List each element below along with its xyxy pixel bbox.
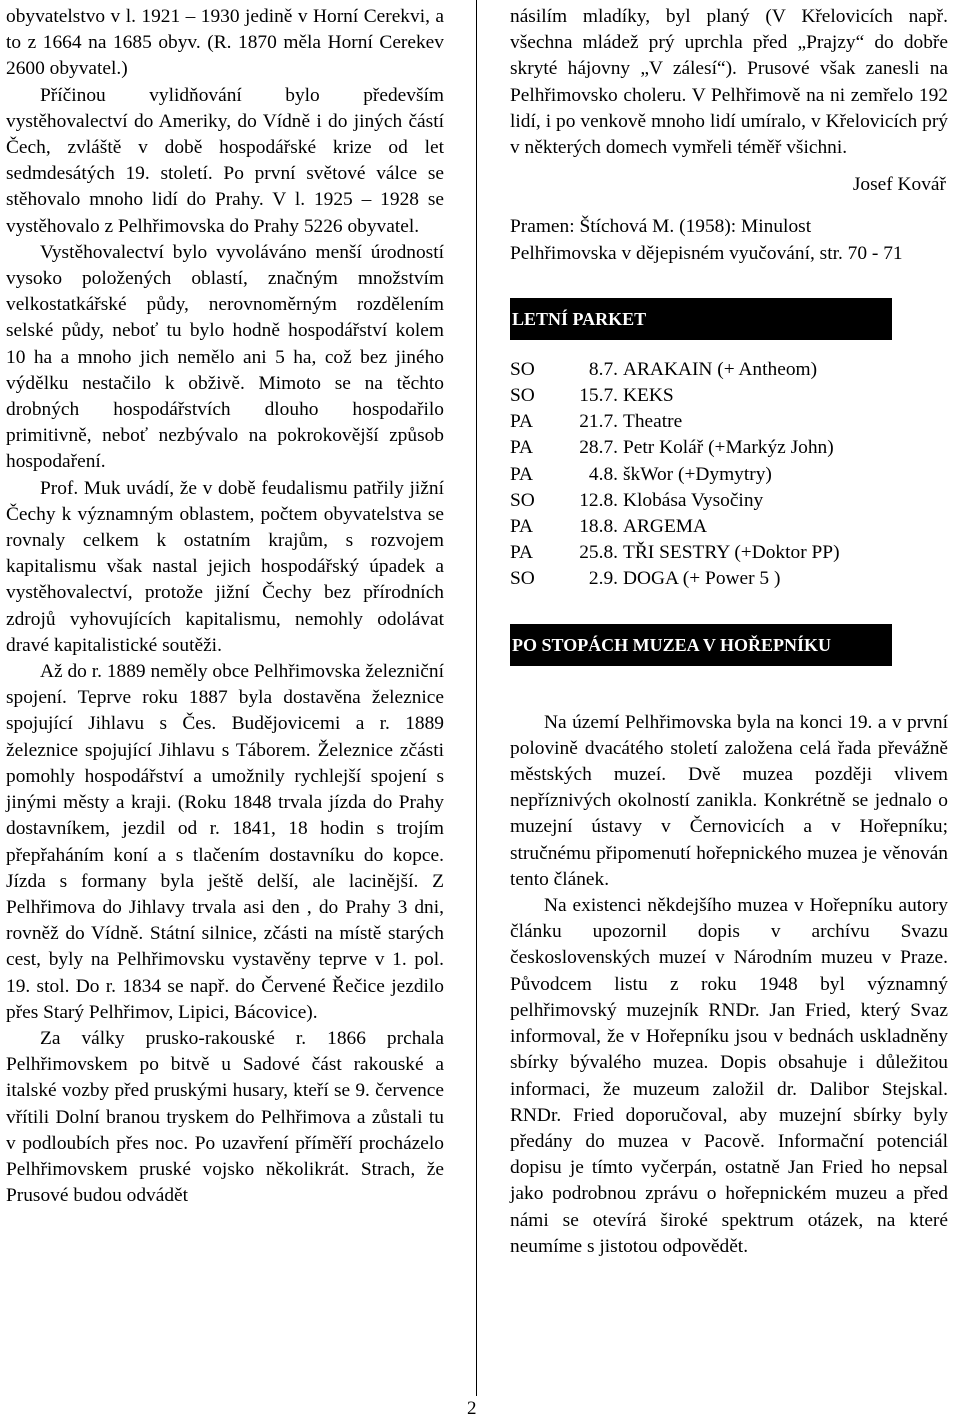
event-code: PA: [510, 437, 534, 459]
event-title: ARGEMA: [623, 516, 708, 538]
event-date: 28.7.: [579, 437, 618, 459]
left-paragraph-6: Za války prusko-rakouské r. 1866 prchala Pelhřimovskem po bitvě u Sadové část rakouské a italské vozby před pruskými husary, kteří se 9. července vřítili Dolní branou tryskem do Pelhřimova a zůstali tu v podloubích přes noc. Po uzavření příměří procházelo Pelhřimovskem pruské vojsko několikrát. Strach, že Prusové budou odvádět: [6, 1027, 444, 1207]
event-title: KEKS: [623, 385, 674, 407]
left-paragraph-1: obyvatelstvo v l. 1921 – 1930 jedině v Horní Cerekvi, a to z 1664 na 1685 obyv. (R. 1870 měla Horní Cerekev 2600 obyvatel.): [6, 6, 444, 80]
left-paragraph-5: Až do r. 1889 neměly obce Pelhřimovska železniční spojení. Teprve roku 1887 byla dostavěna železnice spojující Jihlavu s Čes. Budějovicemi a r. 1889 železnice spojující Jihlavu s Táborem. Železnice zčásti pomohly hospodářství a umožnily rychlejší spojení s jinými městy a kraji. (Roku 1848 trvala jízda do Prahy dostavníkem, jezdil od r. 1841, 18 hodin s trojím přepřaháním koní a s tlačením dostavníku do kopce. Jízda s formany byla ještě delší, ale lacinější. Z Pelhřimova do Jihlavy trvala asi den , do Prahy 3 dni, rovněž do Vídně. Státní silnice, zčásti na místě starých cest, byly na Pelhřimovsku vystavěny teprve v 1. pol. 19. stol. Do r. 1834 se např. do Červené Řečice jezdilo přes Starý Pelhřimov, Lipici, Bácovice).: [6, 661, 444, 1023]
event-row: [510, 540, 840, 566]
events-table: [510, 357, 840, 593]
event-title: ARAKAIN (+ Antheom): [623, 358, 818, 380]
event-code: SO: [510, 358, 535, 380]
article-continuation: násilím mladíky, byl planý (V Křelovicích např. všechna mládež prý uprchla před „Prajzy“ do dobře skryté hájovny „V zálesí“). Prusové však zanesli na Pelhřimovsko choleru. V Pelhřimově na ni zemřelo 192 lidí, i po venkově mnoho lidí umíralo, v Křelovicích prý v některých domech vymřeli téměř všichni.: [510, 6, 948, 159]
event-row: [510, 566, 840, 592]
event-row: [510, 435, 840, 461]
museum-paragraph-2: Na existenci někdejšího muzea v Hořepníku autory článku upozornil dopis v archívu Svazu československých muzeí v Národním muzeu v Praze. Původcem listu z roku 1948 byl významný pelhřimovský muzejník RNDr. Jan Fried, který Svaz informoval, že v Hořepníku jsou v bednách uskladněny sbírky bývalého muzea. Dopis obsahuje i důležitou informaci, že muzeum založil dr. Dalibor Stejskal. RNDr. Fried doporučoval, aby muzejní sbírky byly předány do muzea v Pacově. Informační potenciál dopisu je tímto vyčerpán, ostatně Jan Fried ho nepsal jako podrobnou zprávu o hořepnickém muzeu a před námi se otevírá široké spektrum otázek, na které neumíme s jistotou odpovědět.: [510, 895, 948, 1257]
event-code: SO: [510, 568, 535, 590]
source-line-1: Pramen: Štíchová M. (1958): Minulost: [510, 216, 812, 238]
event-code: SO: [510, 489, 535, 511]
left-paragraph-3: Vystěhovalectví bylo vyvoláváno menší úrodností vysoko položených oblastí, značným množstvím velkostatkářské půdy, nerovnoměrným rozdělením selské půdy, neboť tu bylo hodně hospodářství kolem 10 ha a mnoho jich nemělo ani 5 ha, což bez jiného výdělku nestačilo k obživě. Mimoto se na těchto drobných hospodářstvích dlouho hospodařilo primitivně, neboť nezbývalo na pokrokovější způsob hospodaření.: [6, 241, 444, 473]
article-source: [510, 214, 948, 266]
event-date: 25.8.: [579, 542, 618, 564]
left-paragraph-4: Prof. Muk uvádí, že v době feudalismu patřily jižní Čechy k významným oblastem, počtem obyvatelstva se rovnaly celkem k ostatním krajům, s rozvojem kapitalismu však nastal jejich hospodářský úpadek a vystěhovalectví, protože jižní Čechy bez přírodních zdrojů vyhovujících kapitalismu, nemohly odolávat dravé kapitalistické soutěži.: [6, 477, 444, 656]
source-line-2: Pelhřimovska v dějepisném vyučování, str. 70 - 71: [510, 242, 903, 264]
column-divider: [476, 0, 477, 1396]
event-date: 18.8.: [579, 516, 618, 538]
event-code: PA: [510, 542, 534, 564]
right-column: [510, 4, 948, 1260]
event-title: škWor (+Dymytry): [623, 463, 772, 485]
page-number: 2: [467, 1398, 477, 1419]
event-date: 12.8.: [579, 489, 618, 511]
event-date: 2.9.: [588, 568, 618, 590]
event-date: 8.7.: [588, 358, 618, 380]
summer-section-heading: LETNÍ PARKET: [510, 298, 892, 340]
event-date: 21.7.: [579, 411, 618, 433]
museum-paragraph-1: Na území Pelhřimovska byla na konci 19. a v první polovině dvacátého století založena celá řada převážně městských muzeí. Dvě muzea později vlivem nepříznivých okolností zanikla. Konkrétně se jednalo o muzejní ústavy v Černovicích a v Hořepníku; stručnému připomenutí hořepnického muzea je věnován tento článek.: [510, 711, 948, 890]
event-row: [510, 383, 840, 409]
article-signature: Josef Kovář: [852, 174, 946, 196]
event-code: SO: [510, 385, 535, 407]
event-title: Petr Kolář (+Markýz John): [623, 437, 834, 459]
event-row: [510, 409, 840, 435]
museum-article: [510, 710, 948, 1260]
event-code: PA: [510, 463, 534, 485]
event-code: PA: [510, 411, 534, 433]
event-date: 15.7.: [579, 385, 618, 407]
left-column: [6, 4, 444, 1209]
museum-section-heading: PO STOPÁCH MUZEA V HOŘEPNÍKU: [510, 624, 892, 666]
event-title: Klobása Vysočiny: [623, 489, 764, 511]
event-row: [510, 357, 840, 383]
event-row: [510, 462, 840, 488]
event-row: [510, 514, 840, 540]
event-date: 4.8.: [588, 463, 618, 485]
event-row: [510, 488, 840, 514]
event-code: PA: [510, 516, 534, 538]
event-title: TŘI SESTRY (+Doktor PP): [623, 542, 840, 564]
left-paragraph-2: Příčinou vylidňování bylo především vystěhovalectví do Ameriky, do Vídně i do jiných částí Čech, zvláště v době hospodářské krize od let sedmdesátých 19. století. Po první světové válce se stěhovalo mnoho lidí do Prahy. V l. 1925 – 1928 se vystěhovalo z Pelhřimovska do Prahy 5226 obyvatel.: [6, 84, 444, 237]
event-title: DOGA (+ Power 5 ): [623, 568, 781, 590]
event-title: Theatre: [623, 411, 683, 433]
